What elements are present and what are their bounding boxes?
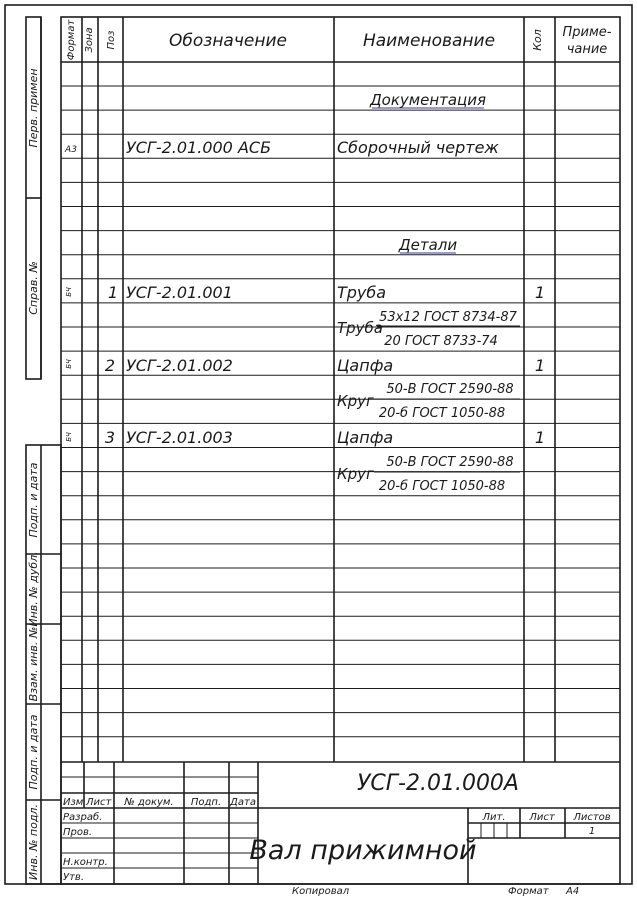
p2-name: Цапфа xyxy=(337,356,394,375)
p3-mat-top: 50-В ГОСТ 2590-88 xyxy=(386,455,514,470)
p3-mat-bottom: 20-б ГОСТ 1050-88 xyxy=(378,479,506,494)
header-qty: Кол xyxy=(531,29,544,51)
margin-vzam-inv: Взам. инв. № xyxy=(27,626,40,702)
p3-format: БЧ xyxy=(65,432,73,442)
p2-qty: 1 xyxy=(534,356,546,375)
tb-utv: Утв. xyxy=(63,872,84,883)
p3-qty: 1 xyxy=(534,428,546,447)
p3-name: Цапфа xyxy=(337,428,394,447)
p1-format: БЧ xyxy=(65,287,73,297)
p1-designation: УСГ-2.01.001 xyxy=(126,283,233,302)
tb-data: Дата xyxy=(230,797,256,808)
header-note-2: чание xyxy=(566,42,608,57)
p2-format: БЧ xyxy=(65,359,73,369)
header-format: Формат xyxy=(66,19,77,61)
p1-mat-word: Труба xyxy=(337,319,384,337)
p3-mat-word: Круг xyxy=(337,465,374,483)
margin-podp-data-1: Подп. и дата xyxy=(27,462,40,538)
tb-n-kontr: Н.контр. xyxy=(63,857,108,868)
doc-format: А3 xyxy=(65,145,77,155)
tb-razrab: Разраб. xyxy=(63,812,103,823)
tb-lit: Лит. xyxy=(482,812,506,823)
p1-mat-bottom: 20 ГОСТ 8733-74 xyxy=(384,334,498,349)
header-zone: Зона xyxy=(84,27,95,53)
tb-izm: Изм xyxy=(63,797,84,808)
p3-designation: УСГ-2.01.003 xyxy=(126,428,233,447)
margin-sprav-no: Справ. № xyxy=(27,261,40,315)
section-parts: Детали xyxy=(398,236,458,254)
footer-format-value: А4 xyxy=(566,886,580,897)
header-designation: Обозначение xyxy=(169,31,287,51)
tb-n-dokum: № докум. xyxy=(124,797,174,808)
section-documentation: Документация xyxy=(369,91,487,109)
tb-listov-value: 1 xyxy=(588,826,596,837)
margin-inv-dubl: Инв. № дубл. xyxy=(27,551,40,627)
footer-format-label: Формат xyxy=(508,886,549,897)
doc-number: УСГ-2.01.000А xyxy=(357,771,519,796)
tb-list: Лист xyxy=(86,797,112,808)
header-pos: Поз xyxy=(106,30,117,50)
p1-qty: 1 xyxy=(534,283,546,302)
footer-kopiroval: Копировал xyxy=(292,886,350,897)
tb-prov: Пров. xyxy=(63,827,93,838)
p2-mat-top: 50-В ГОСТ 2590-88 xyxy=(386,382,514,397)
p2-mat-bottom: 20-б ГОСТ 1050-88 xyxy=(378,406,506,421)
p3-pos: 3 xyxy=(104,428,116,447)
header-note-1: Приме- xyxy=(562,25,612,40)
p2-designation: УСГ-2.01.002 xyxy=(126,356,233,375)
p2-mat-word: Круг xyxy=(337,392,374,410)
p2-pos: 2 xyxy=(104,356,116,375)
p1-name: Труба xyxy=(337,283,387,302)
tb-list-h: Лист xyxy=(529,812,555,823)
drawing-title: Вал прижимной xyxy=(249,835,477,866)
p1-mat-top: 53х12 ГОСТ 8734-87 xyxy=(379,310,517,325)
p1-pos: 1 xyxy=(107,283,119,302)
margin-perv-primen: Перв. примен xyxy=(27,68,40,148)
doc-designation: УСГ-2.01.000 АСБ xyxy=(126,138,272,157)
tb-podp: Подп. xyxy=(190,797,222,808)
header-name: Наименование xyxy=(362,31,496,51)
doc-name: Сборочный чертеж xyxy=(337,138,499,157)
margin-podp-data-2: Подп. и дата xyxy=(27,714,40,790)
tb-listov: Листов xyxy=(573,812,611,823)
margin-inv-podl: Инв. № подл. xyxy=(27,804,40,880)
